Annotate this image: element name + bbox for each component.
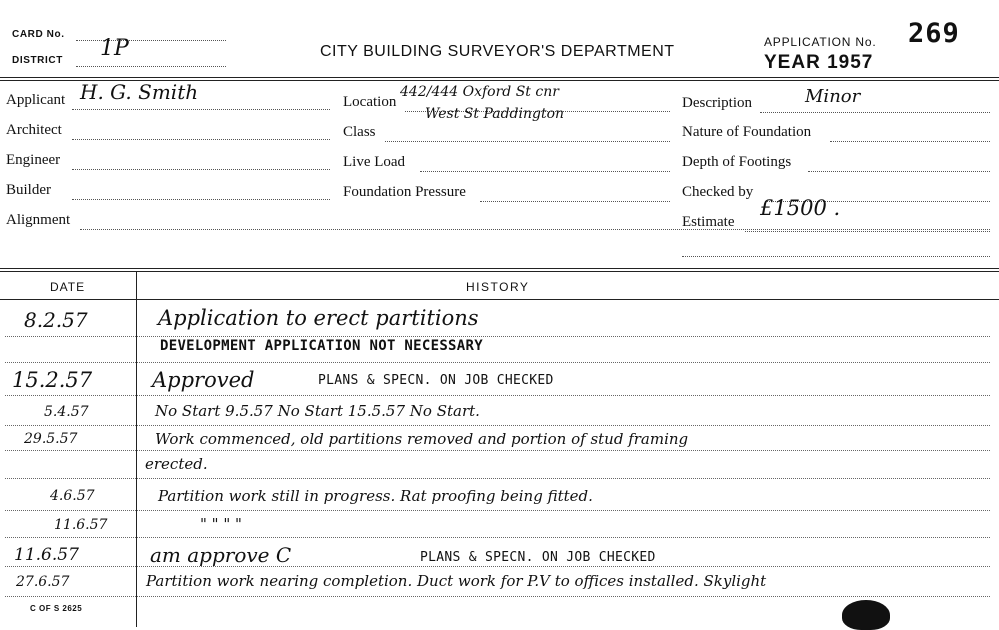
class-label: Class xyxy=(343,124,376,140)
live-load-label: Live Load xyxy=(343,154,406,170)
description-line xyxy=(760,112,990,113)
applicant-label: Applicant xyxy=(6,92,66,108)
history-header-rule xyxy=(0,299,999,300)
estimate-value: £1500 . xyxy=(760,196,841,220)
application-number: 269 xyxy=(908,18,960,49)
applicant-value: H. G. Smith xyxy=(80,80,199,104)
row-rule xyxy=(5,425,990,426)
history-header: HISTORY xyxy=(466,280,530,294)
row-rule xyxy=(5,537,990,538)
history-stamp: DEVELOPMENT APPLICATION NOT NECESSARY xyxy=(160,338,483,354)
date-header: DATE xyxy=(50,280,86,294)
department-title: CITY BUILDING SURVEYOR'S DEPARTMENT xyxy=(320,43,675,60)
description-value: Minor xyxy=(805,86,861,107)
row-rule xyxy=(5,362,990,363)
builder-label: Builder xyxy=(6,182,51,198)
engineer-line xyxy=(72,169,330,170)
row-rule xyxy=(5,395,990,396)
history-entry-continued: erected. xyxy=(145,455,208,473)
applicant-line xyxy=(72,109,330,110)
checked-by-label: Checked by xyxy=(682,184,754,200)
estimate-line xyxy=(745,231,990,232)
year-label: YEAR 1957 xyxy=(764,52,874,73)
history-entry: No Start 9.5.57 No Start 15.5.57 No Start. xyxy=(155,402,480,420)
row-rule xyxy=(5,510,990,511)
history-entry: Partition work nearing completion. Duct work for P.V to offices installed. Skylight xyxy=(146,572,767,590)
alignment-line xyxy=(80,229,990,230)
estimate-label: Estimate xyxy=(682,214,735,230)
builder-line xyxy=(72,199,330,200)
history-date: 5.4.57 xyxy=(44,404,89,420)
foundation-pressure-line xyxy=(480,201,670,202)
alignment-label: Alignment xyxy=(6,212,71,228)
nature-foundation-label: Nature of Foundation xyxy=(682,124,812,140)
district-line xyxy=(76,66,226,67)
nature-foundation-line xyxy=(830,141,990,142)
history-entry: Approved xyxy=(152,368,255,392)
application-label: APPLICATION No. xyxy=(764,35,877,49)
history-date: 8.2.57 xyxy=(24,308,88,332)
location-value-1: 442/444 Oxford St cnr xyxy=(400,84,559,100)
district-label: DISTRICT xyxy=(12,55,63,66)
history-entry: am approve C xyxy=(150,543,292,567)
location-value-2: West St Paddington xyxy=(425,106,565,122)
foundation-pressure-label: Foundation Pressure xyxy=(343,184,466,200)
class-line xyxy=(385,141,670,142)
history-date: 11.6.57 xyxy=(14,545,79,565)
history-entry: Application to erect partitions xyxy=(158,306,479,330)
architect-line xyxy=(72,139,330,140)
row-rule xyxy=(5,336,990,337)
history-date: 4.6.57 xyxy=(50,488,95,504)
row-rule xyxy=(5,596,990,597)
history-rule-top xyxy=(0,268,999,269)
ink-blot xyxy=(842,600,890,630)
history-date: 11.6.57 xyxy=(54,517,108,533)
row-rule xyxy=(5,450,990,451)
history-stamp: PLANS & SPECN. ON JOB CHECKED xyxy=(318,373,554,388)
extra-line xyxy=(682,256,990,257)
live-load-line xyxy=(420,171,670,172)
history-stamp: PLANS & SPECN. ON JOB CHECKED xyxy=(420,550,656,565)
history-entry: Work commenced, old partitions removed and portion of stud framing xyxy=(155,430,689,448)
history-date: 27.6.57 xyxy=(16,574,70,590)
history-date: 29.5.57 xyxy=(24,431,78,447)
row-rule xyxy=(5,478,990,479)
history-entry: Partition work still in progress. Rat proofing being fitted. xyxy=(158,487,593,505)
card-no-label: CARD No. xyxy=(12,29,65,40)
depth-footings-label: Depth of Footings xyxy=(682,154,792,170)
district-value: 1P xyxy=(100,36,129,61)
depth-footings-line xyxy=(808,171,990,172)
engineer-label: Engineer xyxy=(6,152,61,168)
card-no-line xyxy=(76,40,226,41)
description-label: Description xyxy=(682,95,752,111)
header-rule-top xyxy=(0,77,999,78)
history-date: 15.2.57 xyxy=(12,368,93,392)
architect-label: Architect xyxy=(6,122,62,138)
location-label: Location xyxy=(343,94,397,110)
form-code: C OF S 2625 xyxy=(30,604,83,613)
date-column-divider xyxy=(136,271,137,627)
history-rule-top-2 xyxy=(0,271,999,272)
history-entry: " " " " xyxy=(200,515,242,533)
